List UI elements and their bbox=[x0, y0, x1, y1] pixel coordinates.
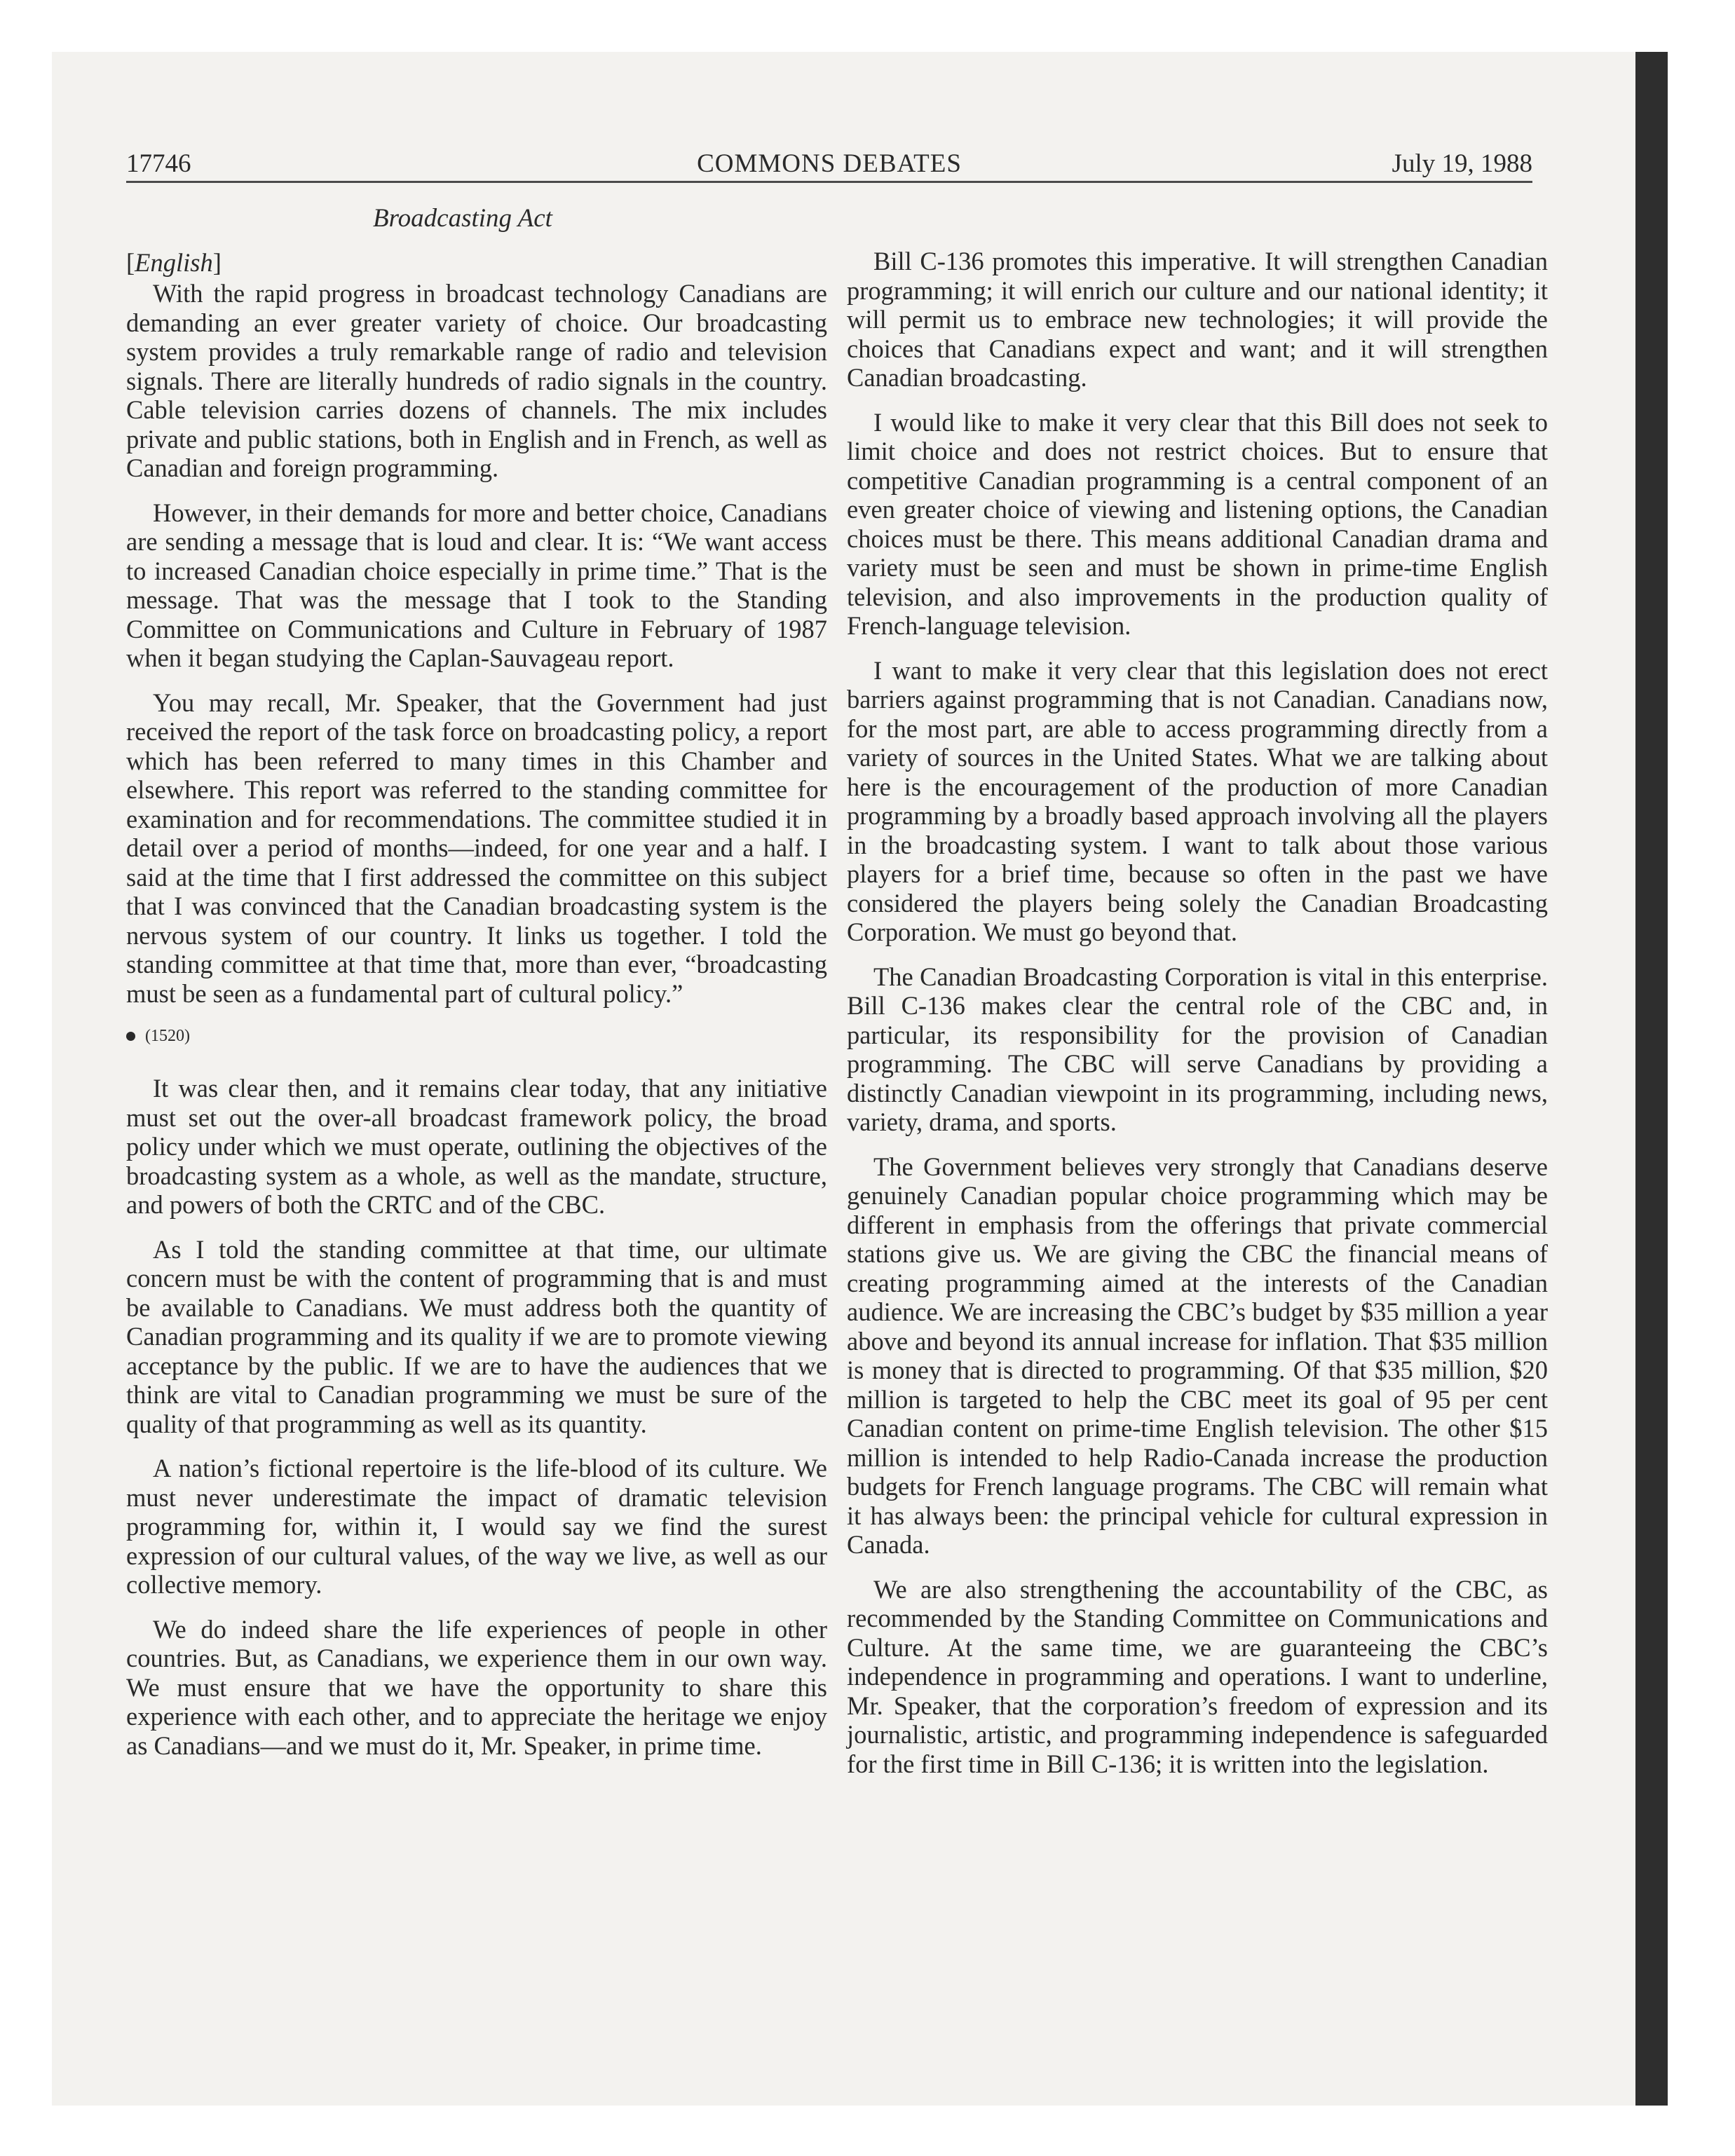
page-header bbox=[126, 146, 1532, 182]
paragraph: We are also strengthening the accountability of the CBC, as recommended by the Standing Committee on Communications and Culture. At the same time, we are guaranteeing the CBC’s independence in programming and operations. I want to underline, Mr. Speaker, that the corporation’s freedom of expression and its journalistic, artistic, and programming independence is safeguarded for the first time in Bill C-136; it is written into the legislation. bbox=[847, 1574, 1548, 1778]
paragraph: The Government believes very strongly that Canadians deserve genuinely Canadian popular choice programming which may be different in emphasis from the offerings that private commercial stations give us. We are giving the CBC the financial means of creating programming aimed at the interests of the Canadian audience. We are increasing the CBC’s budget by $35 million a year above and beyond its annual increase for inflation. That $35 million is money that is directed to programming. Of that $35 million, $20 million is targeted to help the CBC meet its goal of 95 per cent Canadian content on prime-time English television. The other $15 million is intended to help Radio-Canada increase the production budgets for French language programs. The CBC will remain what it has always been: the principal vehicle for cultural expression in Canada. bbox=[847, 1152, 1548, 1559]
paragraph: As I told the standing committee at that time, our ultimate concern must be with the content of programming that is and must be available to Canadians. We must address both the quantity of Canadian programming and its quality if we are to promote viewing acceptance by the public. If we are to have the audiences that we think are vital to Canadian programming we must be sure of the quality of that programming as well as its quantity. bbox=[126, 1234, 827, 1438]
section-title: Broadcasting Act bbox=[373, 204, 552, 233]
left-column bbox=[126, 247, 827, 1775]
paragraph: I want to make it very clear that this legislation does not erect barriers against programming that is not Canadian. Canadians now, for the most part, are able to access programming directly from a variety of sources in the United States. What we are talking about here is the encouragement of the production of more Canadian programming by a broadly based approach involving all the players in the broadcasting system. I want to talk about those various players for a brief time, because so often in the past we have considered the players being solely the Canadian Broadcasting Corporation. We must go beyond that. bbox=[847, 655, 1548, 946]
right-column bbox=[847, 247, 1548, 1794]
language-tag bbox=[126, 247, 827, 279]
time-marker-label: (1520) bbox=[145, 1027, 190, 1045]
header-rule bbox=[126, 181, 1532, 183]
paragraph: The Canadian Broadcasting Corporation is vital in this enterprise. Bill C-136 makes clear the central role of the CBC and, in particular, its responsibility for the provision of Canadian programming. The CBC will serve Canadians by providing a distinctly Canadian viewpoint in its programming, including news, variety, drama, and sports. bbox=[847, 962, 1548, 1136]
publication-title: COMMONS DEBATES bbox=[697, 149, 962, 178]
paragraph: We do indeed share the life experiences of people in other countries. But, as Canadians, we experience them in our own way. We must ensure that we have the opportunity to share this experience with each other, and to appreciate the heritage we enjoy as Canadians—and we must do it, Mr. Speaker, in prime time. bbox=[126, 1614, 827, 1760]
language-tag-close: ] bbox=[212, 248, 222, 277]
paragraph: A nation’s fictional repertoire is the life-blood of its culture. We must never underestimate the impact of dramatic television programming for, within it, I would say we find the surest expression of our cultural values, of the way we live, as well as our collective memory. bbox=[126, 1454, 827, 1599]
page-number: 17746 bbox=[126, 149, 191, 178]
paragraph: With the rapid progress in broadcast technology Canadians are demanding an ever greater variety of choice. Our broadcasting system provides a truly remarkable range of radio and television signals. There are literally hundreds of radio signals in the country. Cable television carries dozens of channels. The mix includes private and public stations, both in English and in French, as well as Canadian and foreign programming. bbox=[126, 279, 827, 482]
paragraph: It was clear then, and it remains clear today, that any initiative must set out the over-all broadcast framework policy, the broad policy under which we must operate, outlining the objectives of the broadcasting system as a whole, as well as the mandate, structure, and powers of both the CRTC and of the CBC. bbox=[126, 1074, 827, 1219]
scan-edge-bar bbox=[1635, 52, 1668, 2106]
page-date: July 19, 1988 bbox=[1392, 149, 1532, 178]
time-marker bbox=[126, 1023, 827, 1049]
paragraph: Bill C-136 promotes this imperative. It will strengthen Canadian programming; it will enrich our culture and our national identity; it will permit us to embrace new technologies; it will provide the choices that Canadians expect and want; and it will strengthen Canadian broadcasting. bbox=[847, 247, 1548, 392]
paragraph: I would like to make it very clear that this Bill does not seek to limit choice and does not restrict choices. But to ensure that competitive Canadian programming is a central component of an even greater choice of viewing and listening options, the Canadian choices must be there. This means additional Canadian drama and variety must be seen and must be shown in prime-time English television, and also improvements in the production quality of French-language television. bbox=[847, 407, 1548, 640]
language-tag-open: [ bbox=[126, 248, 135, 277]
bullet-icon bbox=[126, 1032, 135, 1041]
language-tag-text: English bbox=[135, 248, 213, 277]
paragraph: However, in their demands for more and better choice, Canadians are sending a message that is loud and clear. It is: “We want access to increased Canadian choice especially in prime time.” That is the message. That was the message that I took to the Standing Committee on Communications and Culture in February of 1987 when it began studying the Caplan-Sauvageau report. bbox=[126, 498, 827, 672]
paragraph: You may recall, Mr. Speaker, that the Government had just received the report of the task force on broadcasting policy, a report which has been referred to many times in this Chamber and elsewhere. This report was referred to the standing committee for examination and for recommendations. The committee studied it in detail over a period of months—indeed, for one year and a half. I said at the time that I first addressed the committee on this subject that I was convinced that the Canadian broadcasting system is the nervous system of our country. It links us together. I told the standing committee at that time that, more than ever, “broadcasting must be seen as a fundamental part of cultural policy.” bbox=[126, 688, 827, 1008]
